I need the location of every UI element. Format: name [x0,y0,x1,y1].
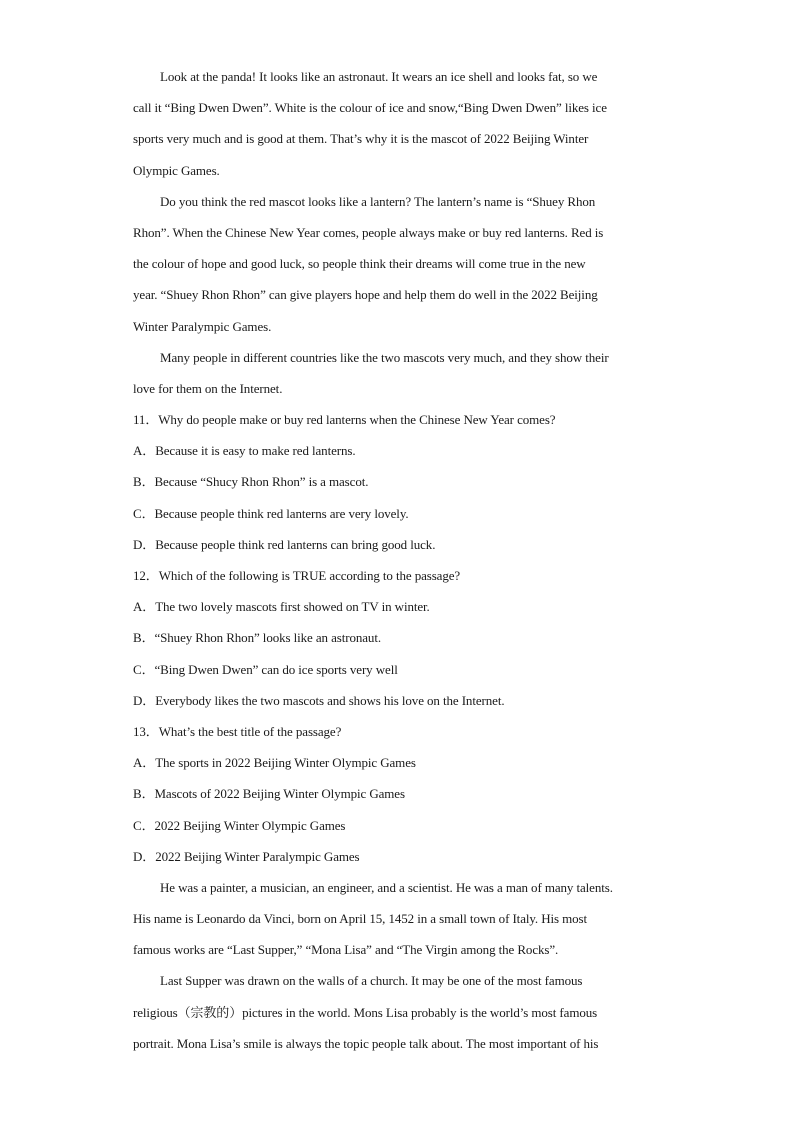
paragraph [133,342,663,404]
text-line: Many people in different countries like the two mascots very much, and they show their [160,349,609,365]
text-line: love for them on the Internet. [133,380,283,396]
question-13 [133,716,663,872]
paragraph [133,186,663,342]
option-c: C．Because people think red lanterns are very lovely. [133,505,409,521]
option-b: B．Because “Shucy Rhon Rhon” is a mascot. [133,474,369,490]
option-a: A．Because it is easy to make red lanterns. [133,443,356,459]
question-11 [133,404,663,560]
question-stem: 11．Why do people make or buy red lanterns when the Chinese New Year comes? [133,412,556,428]
text-line: Olympic Games. [133,162,220,178]
text-line: religious（宗教的）pictures in the world. Mons Lisa probably is the world’s most famous [133,1004,598,1020]
text-line: portrait. Mona Lisa’s smile is always the topic people talk about. The most important of his [133,1035,599,1051]
question-stem: 12．Which of the following is TRUE according to the passage? [133,568,461,583]
text-line: Do you think the red mascot looks like a lantern? The lantern’s name is “Shuey Rhon [160,193,596,209]
option-d: D．Because people think red lanterns can bring good luck. [133,536,436,552]
passage-b [133,872,663,1059]
document-page [133,61,663,1059]
text-line: call it “Bing Dwen Dwen”. White is the colour of ice and snow,“Bing Dwen Dwen” likes ice [133,100,607,116]
paragraph [133,872,663,966]
text-line: year. “Shuey Rhon Rhon” can give players hope and help them do well in the 2022 Beijing [133,287,598,303]
question-stem: 13．What’s the best title of the passage? [133,723,342,739]
question-12 [133,560,663,716]
option-c: C．2022 Beijing Winter Olympic Games [133,817,346,833]
text-line: Winter Paralympic Games. [133,318,272,334]
text-line: Last Supper was drawn on the walls of a church. It may be one of the most famous [160,973,583,989]
text-line: Rhon”. When the Chinese New Year comes, people always make or buy red lanterns. Red is [133,224,604,240]
paragraph [133,61,663,186]
option-d: D．2022 Beijing Winter Paralympic Games [133,848,360,864]
text-line: the colour of hope and good luck, so people think their dreams will come true in the new [133,256,586,272]
option-a: A．The sports in 2022 Beijing Winter Olympic Games [133,755,416,771]
option-a: A．The two lovely mascots first showed on TV in winter. [133,599,430,615]
option-c: C．“Bing Dwen Dwen” can do ice sports very well [133,661,398,677]
option-b: B．Mascots of 2022 Beijing Winter Olympic Games [133,786,405,802]
text-line: Look at the panda! It looks like an astronaut. It wears an ice shell and looks fat, so we [160,69,598,84]
text-line: famous works are “Last Supper,” “Mona Lisa” and “The Virgin among the Rocks”. [133,942,559,958]
passage-a [133,61,663,404]
text-line: His name is Leonardo da Vinci, born on April 15, 1452 in a small town of Italy. His most [133,911,588,927]
text-line: sports very much and is good at them. That’s why it is the mascot of 2022 Beijing Winter [133,131,589,147]
paragraph [133,965,663,1059]
text-line: He was a painter, a musician, an engineer, and a scientist. He was a man of many talents. [160,879,613,895]
option-d: D．Everybody likes the two mascots and shows his love on the Internet. [133,692,505,708]
option-b: B．“Shuey Rhon Rhon” looks like an astronaut. [133,630,381,646]
